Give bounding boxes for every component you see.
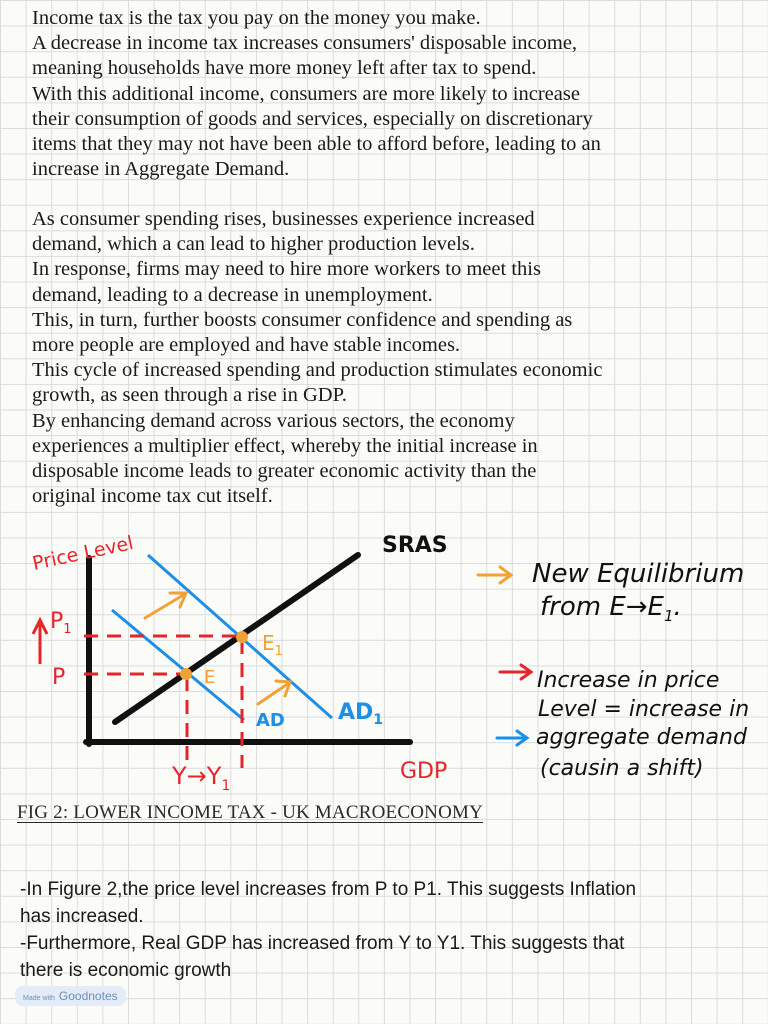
text-line: items that they may not have been able to afford before, leading to an xyxy=(32,133,601,156)
text-line: growth, as seen through a rise in GDP. xyxy=(32,384,347,407)
text-line: their consumption of goods and services, especially on discretionary xyxy=(32,107,593,130)
text-line: Income tax is the tax you pay on the money you make. xyxy=(32,7,481,29)
note-price-line2: Level = increase in xyxy=(538,697,750,722)
text-line: increase in Aggregate Demand. xyxy=(32,158,290,181)
explanation-paragraph xyxy=(32,207,747,509)
note-arrow-red xyxy=(500,665,531,679)
text-line: demand, which a can lead to higher production levels. xyxy=(32,233,475,256)
gdp-change-label: $Y\to Y_1$ xyxy=(172,762,231,794)
note-price-line1: Increase in price xyxy=(537,668,720,693)
ad-as-diagram xyxy=(0,520,768,800)
e1-label: $E_1$ xyxy=(262,631,283,659)
text-line: This cycle of increased spending and production stimulates economic xyxy=(32,359,603,382)
text-line: demand, leading to a decrease in unemployment. xyxy=(32,283,433,306)
text-line: disposable income leads to greater economic activity than the xyxy=(32,460,537,483)
note-price-line4: (causin a shift) xyxy=(540,756,704,781)
text-line: -In Figure 2,the price level increases from P to P1. This suggests Inflation xyxy=(20,879,637,900)
text-line: original income tax cut itself. xyxy=(32,485,273,508)
text-line: This, in turn, further boosts consumer confidence and spending as xyxy=(32,308,573,331)
p1-label: $P_1$ xyxy=(50,609,72,637)
badge-made-with: Made with xyxy=(23,995,55,1002)
note-new-equilibrium-line1: New Equilibrium xyxy=(532,559,745,589)
equilibrium-e-point xyxy=(180,668,192,680)
x-axis-label: GDP xyxy=(400,759,448,784)
badge-brand: Goodnotes xyxy=(58,989,118,1003)
y-axis-label: Price Level xyxy=(30,532,136,575)
intro-paragraph xyxy=(32,6,747,182)
text-line: A decrease in income tax increases consumers' disposable income, xyxy=(32,32,578,55)
shift-arrow-lower xyxy=(258,681,290,704)
note-arrow-orange xyxy=(478,567,511,583)
note-price-line3: aggregate demand xyxy=(536,725,747,750)
text-line: there is economic growth xyxy=(20,960,232,981)
ad-label: AD xyxy=(256,710,285,731)
conclusion-paragraph xyxy=(20,876,750,984)
text-line: meaning households have more money left after tax to spend. xyxy=(32,57,537,80)
p-label: P xyxy=(52,665,66,690)
sras-label: SRAS xyxy=(382,533,448,558)
text-line: -Furthermore, Real GDP has increased from Y to Y1. This suggests that xyxy=(20,933,625,954)
shift-arrow-upper xyxy=(145,593,186,618)
text-line: As consumer spending rises, businesses experience increased xyxy=(32,208,535,230)
text-line: In response, firms may need to hire more workers to meet this xyxy=(32,258,541,281)
text-line: has increased. xyxy=(20,906,144,927)
text-line: experiences a multiplier effect, whereby the initial increase in xyxy=(32,434,538,457)
text-line: more people are employed and have stable incomes. xyxy=(32,334,461,357)
note-new-equilibrium-line2: from $E\to E_1$. xyxy=(540,592,682,625)
ad-curve xyxy=(112,610,244,720)
ad1-label: $AD_1$ xyxy=(338,700,384,728)
goodnotes-badge[interactable] xyxy=(15,986,126,1006)
text-line: With this additional income, consumers are more likely to increase xyxy=(32,82,580,105)
e-label: E xyxy=(204,667,216,688)
equilibrium-e1-point xyxy=(236,631,248,643)
note-arrow-blue xyxy=(497,731,527,745)
figure-caption: FIG 2: LOWER INCOME TAX - UK MACROECONOMY xyxy=(17,802,484,823)
text-line: By enhancing demand across various sectors, the economy xyxy=(32,409,515,432)
